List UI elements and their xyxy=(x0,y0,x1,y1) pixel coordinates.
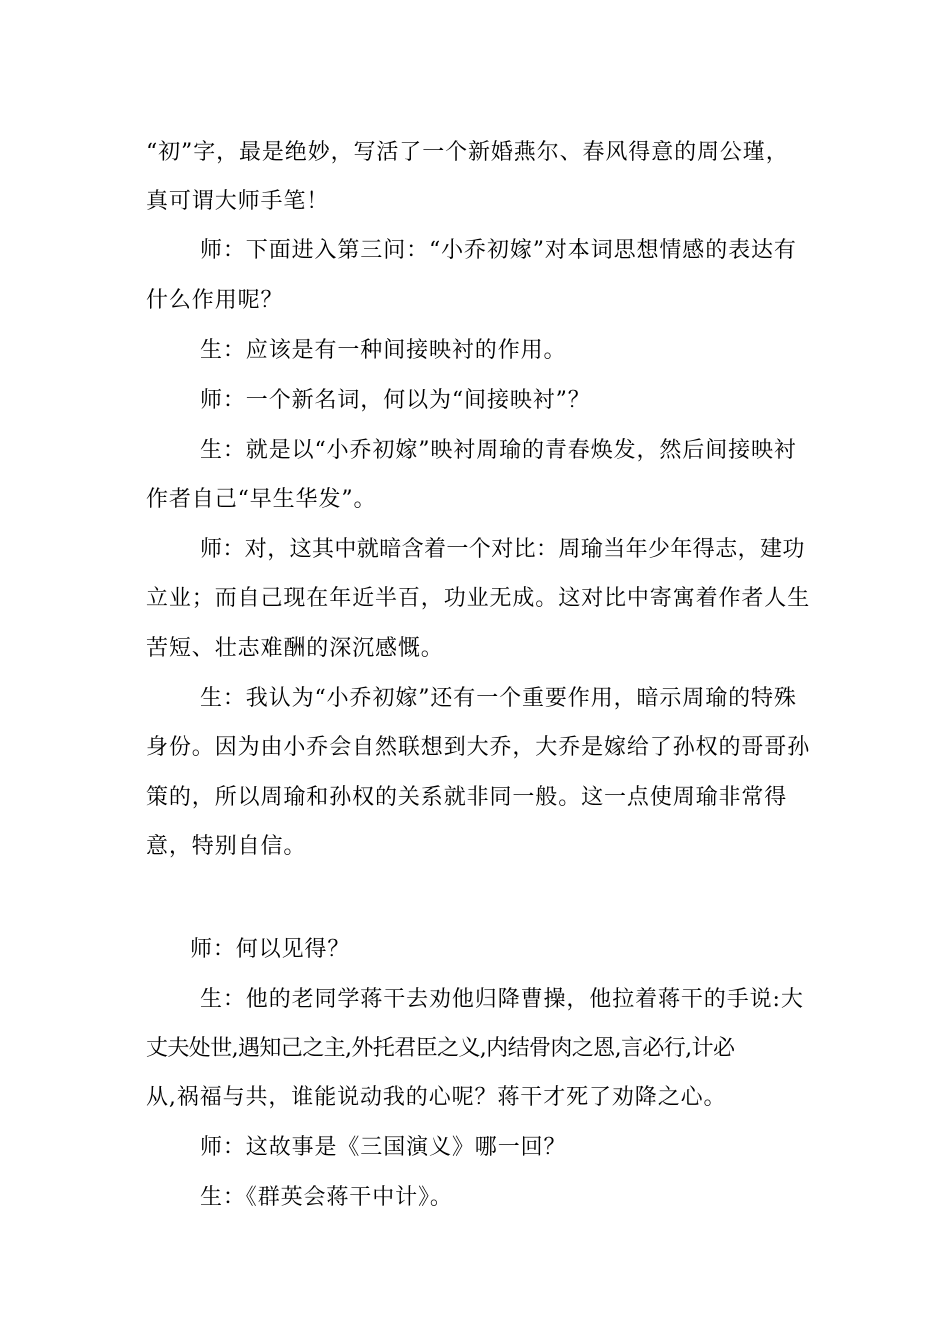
text-line-13: 身份。因为由小乔会自然联想到大乔，大乔是嫁给了孙权的哥哥孙 xyxy=(146,735,811,760)
text-line-9: 师：对，这其中就暗含着一个对比：周瑜当年少年得志，建功 xyxy=(200,537,805,562)
text-line-21: 生：《群英会蒋干中计》。 xyxy=(200,1185,453,1210)
text-line-6: 师：一个新名词，何以为“间接映衬”？ xyxy=(200,388,591,413)
text-line-17: 生：他的老同学蒋干去劝他归降曹操，他拉着蒋干的手说:大 xyxy=(200,987,804,1012)
text-line-1: “初”字，最是绝妙，写活了一个新婚燕尔、春风得意的周公瑾， xyxy=(146,140,789,165)
text-line-19: 从,祸福与共，谁能说动我的心呢？蒋干才死了劝降之心。 xyxy=(146,1085,727,1110)
text-line-14: 策的，所以周瑜和孙权的关系就非同一般。这一点使周瑜非常得 xyxy=(146,785,788,810)
text-line-8: 作者自己“早生华发”。 xyxy=(146,487,377,512)
text-line-20: 师：这故事是《三国演义》哪一回？ xyxy=(200,1135,567,1160)
text-line-7: 生：就是以“小乔初嫁”映衬周瑜的青春焕发，然后间接映衬 xyxy=(200,438,797,463)
text-line-18: 丈夫处世,遇知己之主,外托君臣之义,内结骨肉之恩,言必行,计必 xyxy=(146,1036,735,1061)
text-line-16: 师：何以见得？ xyxy=(190,937,351,962)
text-line-4: 什么作用呢？ xyxy=(146,288,284,313)
text-line-2: 真可谓大师手笔！ xyxy=(146,189,330,214)
text-line-5: 生：应该是有一种间接映衬的作用。 xyxy=(200,338,567,363)
text-line-15: 意，特别自信。 xyxy=(146,834,307,859)
text-line-10: 立业；而自己现在年近半百，功业无成。这对比中寄寓着作者人生 xyxy=(146,586,811,611)
text-line-3: 师：下面进入第三问：“小乔初嫁”对本词思想情感的表达有 xyxy=(200,238,797,263)
text-line-11: 苦短、壮志难酬的深沉感慨。 xyxy=(146,636,444,661)
text-line-12: 生：我认为“小乔初嫁”还有一个重要作用，暗示周瑜的特殊 xyxy=(200,686,797,711)
